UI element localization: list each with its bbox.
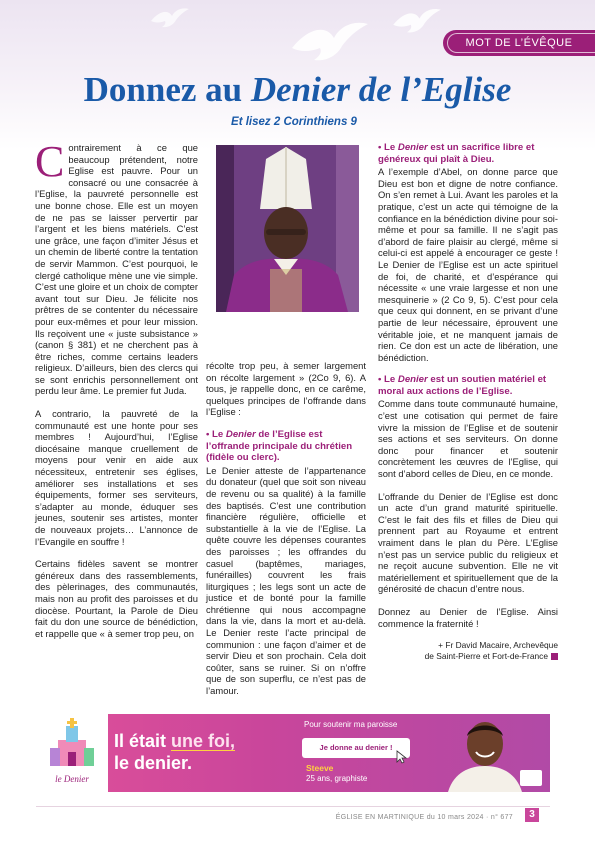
footer-divider (36, 806, 550, 807)
heading-text: • Le (378, 142, 398, 153)
church-logo-icon (36, 714, 108, 774)
end-mark-icon (551, 653, 558, 660)
person-name: Steeve (306, 763, 334, 773)
paragraph: récolte trop peu, à semer largement on récolte largement » (2Co 9, 6). A tous, je rappelle donc, en ce carême, quelques principes de l’offrande dans l’Eglise : (206, 360, 366, 418)
bishop-photo (216, 145, 359, 312)
cursor-icon (396, 750, 408, 764)
text-column-3 (378, 142, 558, 662)
paragraph: Donnez au Denier de l’Eglise. Ainsi commence la fraternité ! (378, 605, 558, 629)
heading-text: • Le (206, 428, 226, 440)
page-number: 3 (525, 808, 539, 822)
signature-line: + Fr David Macaire, Archevêque (438, 640, 558, 651)
paragraph: A contrario, la pauvreté de la communauté est une honte pour ses membres ! Aujourd’hui, l’Eglise diocésaine manque cruellement de moyens pour venir en aide aux nécessiteux, entretenir ses églises, améliorer ses installations et ses équipements, former ses serviteurs, s’adapter au monde, éduquer ses jeunes, soutenir ses artistes, monter de nouveaux projets… L’annonce de l’Evangile en souffre ! (35, 408, 198, 547)
heading-text: de l’Eglise est l’offrande principale du chrétien (fidèle ou clerc). (206, 428, 353, 464)
heading-text: • Le (378, 374, 398, 386)
denier-ad-banner[interactable] (36, 714, 550, 792)
dove-icon (150, 6, 190, 30)
title-part: Donnez au (83, 70, 251, 109)
text-column-2 (206, 360, 366, 708)
paragraph: L’offrande du Denier de l’Eglise est donc un acte d’un grand maturité spirituelle. C’est le fait des fils et filles de Dieu qui prennent part au Royaume et entrent vraiment dans le plan du Père. L’Eglise n’est pas un service public du religieux et ne reçoit aucune subvention. Elle ne vit matériellement et spirituellement que de la générosité de chacun d’entre nous. (378, 490, 558, 595)
drop-cap: C (35, 137, 65, 186)
donate-button[interactable]: Je donne au denier ! (302, 738, 410, 758)
section-tab: MOT DE L’ÉVÊQUE (443, 30, 595, 56)
heading-text: est un sacrifice libre et généreux qui plaît à Dieu. (378, 142, 535, 165)
dove-icon (392, 6, 442, 36)
logo-text: le Denier (55, 774, 89, 784)
cta-label: Pour soutenir ma paroisse (304, 720, 398, 729)
heading-emphasis: Denier (397, 374, 428, 386)
testimonial (306, 764, 426, 783)
paragraph: Le Denier atteste de l’appartenance du donateur (quel que soit son niveau de revenu ou sa qualité) à la famille des baptisés. C’est une contribution financière régulière, officielle et substantielle à la vie de l’Eglise. La quête couvre les dépenses courantes des paroisses ; les offrandes du casuel (baptêmes, mariages, funérailles) couvrent les frais liturgiques ; les legs sont un acte de justice et de bonté pour la famille chrétienne qui nous accompagne dans la vie, dans la mort et au-delà. Le Denier reste l’acte principal de communion : une façon d’aimer et de servir Dieu et son prochain. Cela doit coûter, sans se ruiner. Si on n’offre que de son superflu, ce n’est pas de l’amour. (206, 464, 366, 697)
paragraph: Certains fidèles savent se montrer généreux dans des rassemblements, des pèlerinages, des communautés, mais non au profit des paroisses et du diocèse. Pourtant, la Parole de Dieu fait du don une source de bénédiction, et rappelle que « à semer trop peu, on (35, 558, 198, 639)
heading-emphasis: Denier (397, 142, 428, 153)
signature-text: de Saint-Pierre et Fort-de-France (424, 651, 548, 662)
bishop-illustration (216, 145, 359, 312)
denier-logo (36, 714, 108, 792)
signature-line (378, 651, 558, 662)
paragraph (35, 137, 198, 397)
article-subtitle: Et lisez 2 Corinthiens 9 (231, 116, 357, 128)
paragraph-text: ontrairement à ce que beaucoup prétendent, notre Eglise est pauvre. Pour un consacré ou une consacrée à l’Eglise, la pauvreté personnelle est une bonne chose. Elle est un moyen de ne pas se laisser pervertir par l’argent et les biens matériels. C’est une grâce, une façon d’imiter Jésus et un chemin de liberté contre la tentation de servir Mammon. C’est pourquoi, le clergé catholique mène une vie simple. C’est une gloire et un choix de compter avant tout sur Dieu. Je félicite nos prêtres de se contenter du nécessaire pour eux-mêmes et pour leur mission. Ils reçoivent une « juste subsistance » (canon § 381) et ne cherchent pas à être riches, comme certains leaders religieux. D’ailleurs, bien des clercs qui se sont enrichis personnellement ont perdu leur âme. Le premier fut Juda. (35, 142, 198, 397)
slogan-text: le denier. (114, 753, 193, 773)
footer-publication: ÉGLISE EN MARTINIQUE du 10 mars 2024 · n° 677 (335, 814, 513, 821)
text-column-1 (35, 137, 198, 650)
section-heading (378, 142, 558, 165)
partner-badge (520, 770, 542, 786)
heading-emphasis: Denier (225, 428, 256, 440)
dove-icon (290, 18, 370, 66)
signature (378, 640, 558, 662)
paragraph: Comme dans toute communauté humaine, c’est une cotisation qui permet de faire vivre la mission de l’Eglise et de soutenir ses actions et ses serviteurs. On donne donc pour financer et soutenir concrètement les œuvres de l’Eglise, qui sont d’abord celles de Dieu, en ce monde. (378, 398, 558, 480)
title-emphasis: Denier de l’Eglise (250, 70, 512, 109)
paragraph: A l’exemple d’Abel, on donne parce que Dieu est bon et digne de notre confiance. On s’en remet à Lui. Avant les paroles et la pratique, c’est un acte qui témoigne de la confiance en la bénédiction divine pour soi-même et pour sa famille. Il ne s’agit pas d’abord de faire plaisir au clergé, même si celui-ci est appelé à encourager ce geste ! Le Denier de l’Eglise est un acte spirituel de foi, de charité, et d’espérance qui nécessite « une vraie largesse et non une mesquinerie » (2 Co 9, 5). C’est pour cela que ceux qui donnent, en se privant d’une partie de leur nécessaire, éprouvent une véritable joie, et ne manquent jamais de rien. Ce don est un acte de libération, une bénédiction. (378, 166, 558, 363)
article-title (0, 70, 595, 110)
slogan-text: Il était (114, 731, 172, 751)
section-heading (206, 429, 366, 464)
person-description: 25 ans, graphiste (306, 773, 368, 783)
banner-slogan (114, 730, 304, 774)
slogan-highlight: une foi, (171, 731, 236, 751)
section-heading (378, 374, 558, 397)
heading-text: est un soutien matériel et moral aux actions de l’Eglise. (378, 374, 547, 397)
person-photo (440, 714, 530, 792)
